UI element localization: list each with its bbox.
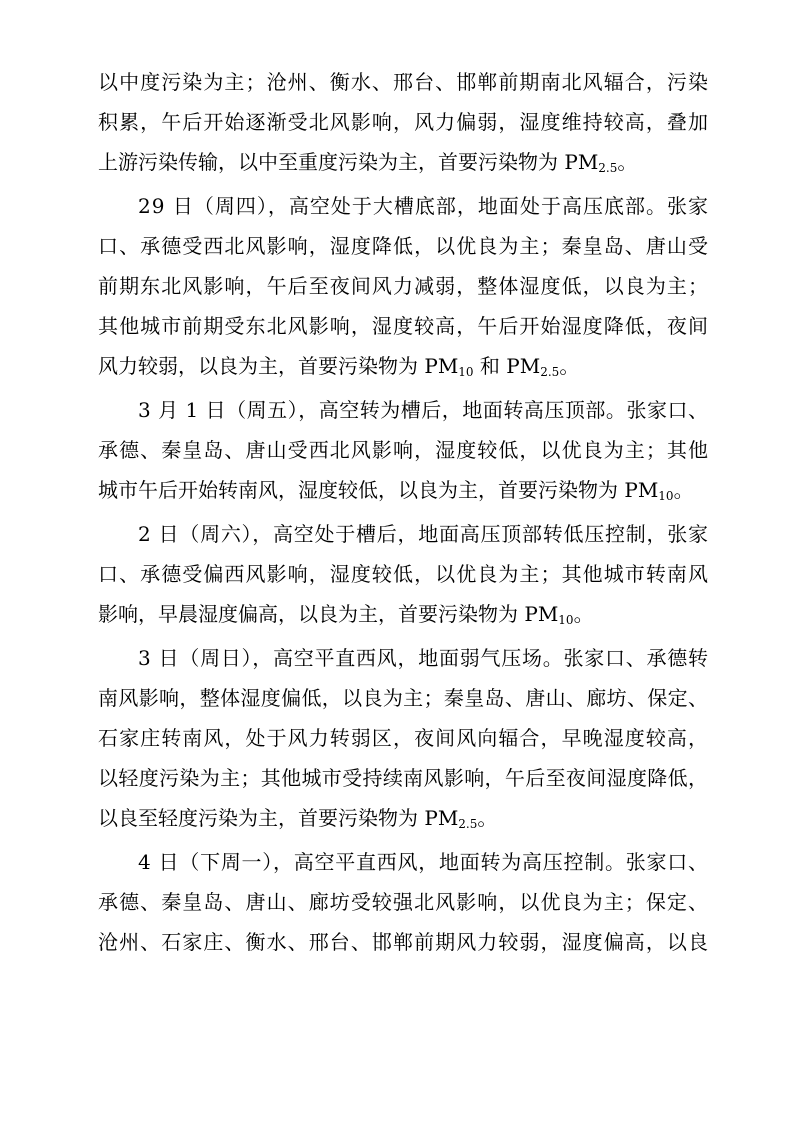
text-line — [98, 430, 708, 470]
line-content — [98, 110, 709, 134]
text-line — [98, 678, 708, 718]
subscript-text: 2.5 — [598, 161, 618, 175]
text-line — [138, 842, 708, 882]
text-line — [98, 758, 708, 798]
line-content — [98, 930, 709, 954]
text-run: 和 PM — [473, 354, 541, 378]
text-run: 前期东北风影响，午后至夜间风力减弱，整体湿度低，以良为主； — [98, 274, 710, 298]
text-line — [98, 554, 708, 594]
line-content — [98, 150, 637, 174]
text-run: 4 日（下周一），高空平直西风，地面转为高压控制。张家口、 — [138, 850, 709, 874]
text-run: 。 — [477, 806, 498, 830]
text-run: 以中度污染为主；沧州、衡水、邢台、邯郸前期南北风辐合，污染 — [98, 70, 710, 94]
text-line — [98, 922, 708, 962]
line-content — [98, 726, 709, 750]
subscript-text: 10 — [458, 365, 474, 379]
text-line — [138, 514, 708, 554]
text-run: 风力较弱，以良为主，首要污染物为 PM — [98, 354, 459, 378]
text-line — [98, 718, 708, 758]
text-run: 南风影响，整体湿度偏低，以良为主；秦皇岛、唐山、廊坊、保定、 — [98, 686, 709, 710]
text-run: 上游污染传输，以中至重度污染为主，首要污染物为 PM — [98, 150, 599, 174]
text-run: 积累，午后开始逐渐受北风影响，风力偏弱，湿度维持较高，叠加 — [98, 110, 710, 134]
text-line — [98, 594, 708, 634]
text-run: 城市午后开始转南风，湿度较低，以良为主，首要污染物为 PM — [98, 478, 659, 502]
text-line — [98, 102, 708, 142]
line-content — [98, 274, 709, 298]
text-line — [98, 346, 708, 386]
text-run: 承德、秦皇岛、唐山受西北风影响，湿度较低，以优良为主；其他 — [98, 438, 710, 462]
text-run: 影响，早晨湿度偏高，以良为主，首要污染物为 PM — [98, 602, 559, 626]
text-run: 以轻度污染为主；其他城市受持续南风影响，午后至夜间湿度降低， — [98, 766, 709, 790]
text-run: 。 — [673, 478, 694, 502]
text-run: 石家庄转南风，处于风力转弱区，夜间风向辐合，早晚湿度较高， — [98, 726, 710, 750]
text-line — [98, 798, 708, 838]
text-run: 3 月 1 日（周五），高空转为槽后，地面转高压顶部。张家口、 — [138, 398, 709, 422]
line-content — [138, 850, 709, 874]
line-content — [98, 766, 708, 790]
line-content — [98, 234, 709, 258]
text-line — [98, 226, 708, 266]
line-content — [138, 398, 709, 422]
text-line — [138, 638, 708, 678]
text-run: 29 日（周四），高空处于大槽底部，地面处于高压底部。张家 — [138, 194, 709, 218]
text-run: 。 — [559, 354, 580, 378]
line-content — [98, 354, 579, 378]
subscript-text: 10 — [658, 489, 674, 503]
text-run: 3 日（周日），高空平直西风，地面弱气压场。张家口、承德转 — [138, 646, 709, 670]
text-line — [98, 470, 708, 510]
subscript-text: 2.5 — [540, 365, 560, 379]
text-run: 其他城市前期受东北风影响，湿度较高，午后开始湿度降低，夜间 — [98, 314, 710, 338]
text-run: 承德、秦皇岛、唐山、廊坊受较强北风影响，以优良为主；保定、 — [98, 890, 710, 914]
text-run: 口、承德受西北风影响，湿度降低，以优良为主；秦皇岛、唐山受 — [98, 234, 710, 258]
line-content — [138, 194, 709, 218]
line-content — [98, 806, 497, 830]
line-content — [98, 438, 709, 462]
text-line — [98, 62, 708, 102]
text-line — [98, 882, 708, 922]
text-run: 2 日（周六），高空处于槽后，地面高压顶部转低压控制，张家 — [138, 522, 709, 546]
line-content — [98, 70, 709, 94]
subscript-text: 10 — [558, 613, 574, 627]
line-content — [98, 478, 694, 502]
line-content — [98, 602, 594, 626]
text-run: 以良至轻度污染为主，首要污染物为 PM — [98, 806, 459, 830]
subscript-text: 2.5 — [458, 817, 478, 831]
text-run: 沧州、石家庄、衡水、邢台、邯郸前期风力较弱，湿度偏高，以良 — [98, 930, 710, 954]
line-content — [138, 522, 709, 546]
text-run: 。 — [617, 150, 638, 174]
text-line — [98, 142, 708, 182]
text-line — [98, 306, 708, 346]
text-run: 。 — [573, 602, 594, 626]
line-content — [98, 686, 708, 710]
text-line — [138, 186, 708, 226]
line-content — [98, 314, 709, 338]
line-content — [138, 646, 709, 670]
line-content — [98, 562, 709, 586]
text-line — [98, 266, 708, 306]
text-line — [138, 390, 708, 430]
text-run: 口、承德受偏西风影响，湿度较低，以优良为主；其他城市转南风 — [98, 562, 710, 586]
line-content — [98, 890, 709, 914]
